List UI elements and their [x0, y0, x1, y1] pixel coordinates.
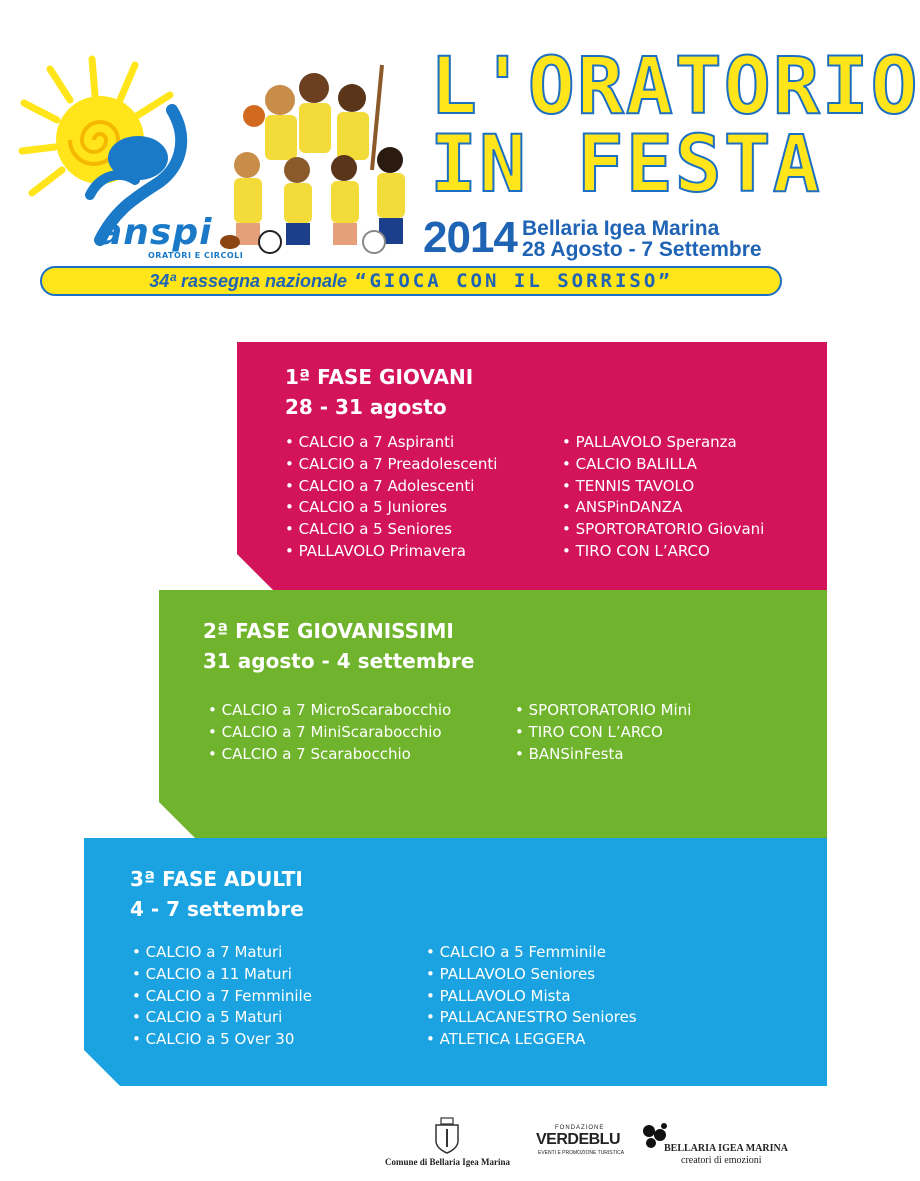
- list-item: • CALCIO a 5 Seniores: [285, 519, 497, 541]
- event-year: 2014: [423, 213, 517, 262]
- banner-motto: “GIOCA CON IL SORRISO”: [355, 270, 673, 292]
- rassegna-banner: [40, 266, 782, 296]
- phase-2-list-right: [515, 700, 691, 765]
- anspi-logo-subtitle: ORATORI E CIRCOLI: [148, 251, 244, 260]
- phase-2-list-left: [208, 700, 451, 765]
- phase-3-list-right: [426, 942, 637, 1051]
- phase-3-list-left: [132, 942, 312, 1051]
- list-item: • CALCIO a 7 Preadolescenti: [285, 454, 497, 476]
- list-item: • BANSinFesta: [515, 744, 691, 766]
- phase-2-block: [159, 590, 827, 838]
- list-item: • TIRO CON L’ARCO: [515, 722, 691, 744]
- list-item: • CALCIO a 5 Juniores: [285, 497, 497, 519]
- list-item: • TIRO CON L’ARCO: [562, 541, 764, 563]
- bim-tagline: creatori di emozioni: [681, 1155, 762, 1166]
- list-item: • CALCIO a 11 Maturi: [132, 964, 312, 986]
- kids-illustration-icon: [232, 60, 422, 255]
- phase-3-dates: 4 - 7 settembre: [130, 897, 304, 921]
- list-item: • ATLETICA LEGGERA: [426, 1029, 637, 1051]
- list-item: • PALLAVOLO Speranza: [562, 432, 764, 454]
- bim-name: BELLARIA IGEA MARINA: [664, 1143, 788, 1154]
- verdeblu-logo-text: VERDEBLU: [536, 1131, 621, 1148]
- phase-1-block: [237, 342, 827, 590]
- list-item: • CALCIO a 7 Femminile: [132, 986, 312, 1008]
- list-item: • CALCIO a 7 MiniScarabocchio: [208, 722, 451, 744]
- event-title-line-1: L'ORATORIO: [430, 42, 920, 132]
- banner-prefix: 34ª rassegna nazionale: [149, 270, 348, 291]
- comune-name: Comune di Bellaria Igea Marina: [385, 1157, 510, 1167]
- list-item: • PALLAVOLO Primavera: [285, 541, 497, 563]
- event-title-line-2: IN FESTA: [430, 120, 822, 210]
- list-item: • TENNIS TAVOLO: [562, 476, 764, 498]
- list-item: • ANSPinDANZA: [562, 497, 764, 519]
- list-item: • PALLACANESTRO Seniores: [426, 1007, 637, 1029]
- phase-1-list-left: [285, 432, 497, 563]
- event-dates: 28 Agosto - 7 Settembre: [522, 238, 762, 261]
- event-city: Bellaria Igea Marina: [522, 217, 720, 240]
- list-item: • CALCIO a 7 Scarabocchio: [208, 744, 451, 766]
- list-item: • SPORTORATORIO Giovani: [562, 519, 764, 541]
- phase-1-title: 1ª FASE GIOVANI: [285, 365, 474, 389]
- list-item: • CALCIO BALILLA: [562, 454, 764, 476]
- list-item: • CALCIO a 5 Maturi: [132, 1007, 312, 1029]
- list-item: • PALLAVOLO Seniores: [426, 964, 637, 986]
- list-item: • CALCIO a 7 MicroScarabocchio: [208, 700, 451, 722]
- list-item: • CALCIO a 5 Femminile: [426, 942, 637, 964]
- anspi-logo-text: anspi: [98, 212, 213, 253]
- list-item: • PALLAVOLO Mista: [426, 986, 637, 1008]
- phase-3-title: 3ª FASE ADULTI: [130, 867, 303, 891]
- verdeblu-tagline: EVENTI E PROMOZIONE TURISTICA: [538, 1150, 625, 1156]
- phase-2-dates: 31 agosto - 4 settembre: [203, 649, 475, 673]
- list-item: • CALCIO a 7 Aspiranti: [285, 432, 497, 454]
- phase-1-list-right: [562, 432, 764, 563]
- list-item: • CALCIO a 7 Maturi: [132, 942, 312, 964]
- phase-3-block: [84, 838, 827, 1086]
- phase-2-title: 2ª FASE GIOVANISSIMI: [203, 619, 454, 643]
- comune-coat-of-arms-icon: [432, 1117, 462, 1155]
- list-item: • CALCIO a 7 Adolescenti: [285, 476, 497, 498]
- fondazione-label: FONDAZIONE: [555, 1125, 605, 1131]
- phase-1-dates: 28 - 31 agosto: [285, 395, 447, 419]
- list-item: • SPORTORATORIO Mini: [515, 700, 691, 722]
- list-item: • CALCIO a 5 Over 30: [132, 1029, 312, 1051]
